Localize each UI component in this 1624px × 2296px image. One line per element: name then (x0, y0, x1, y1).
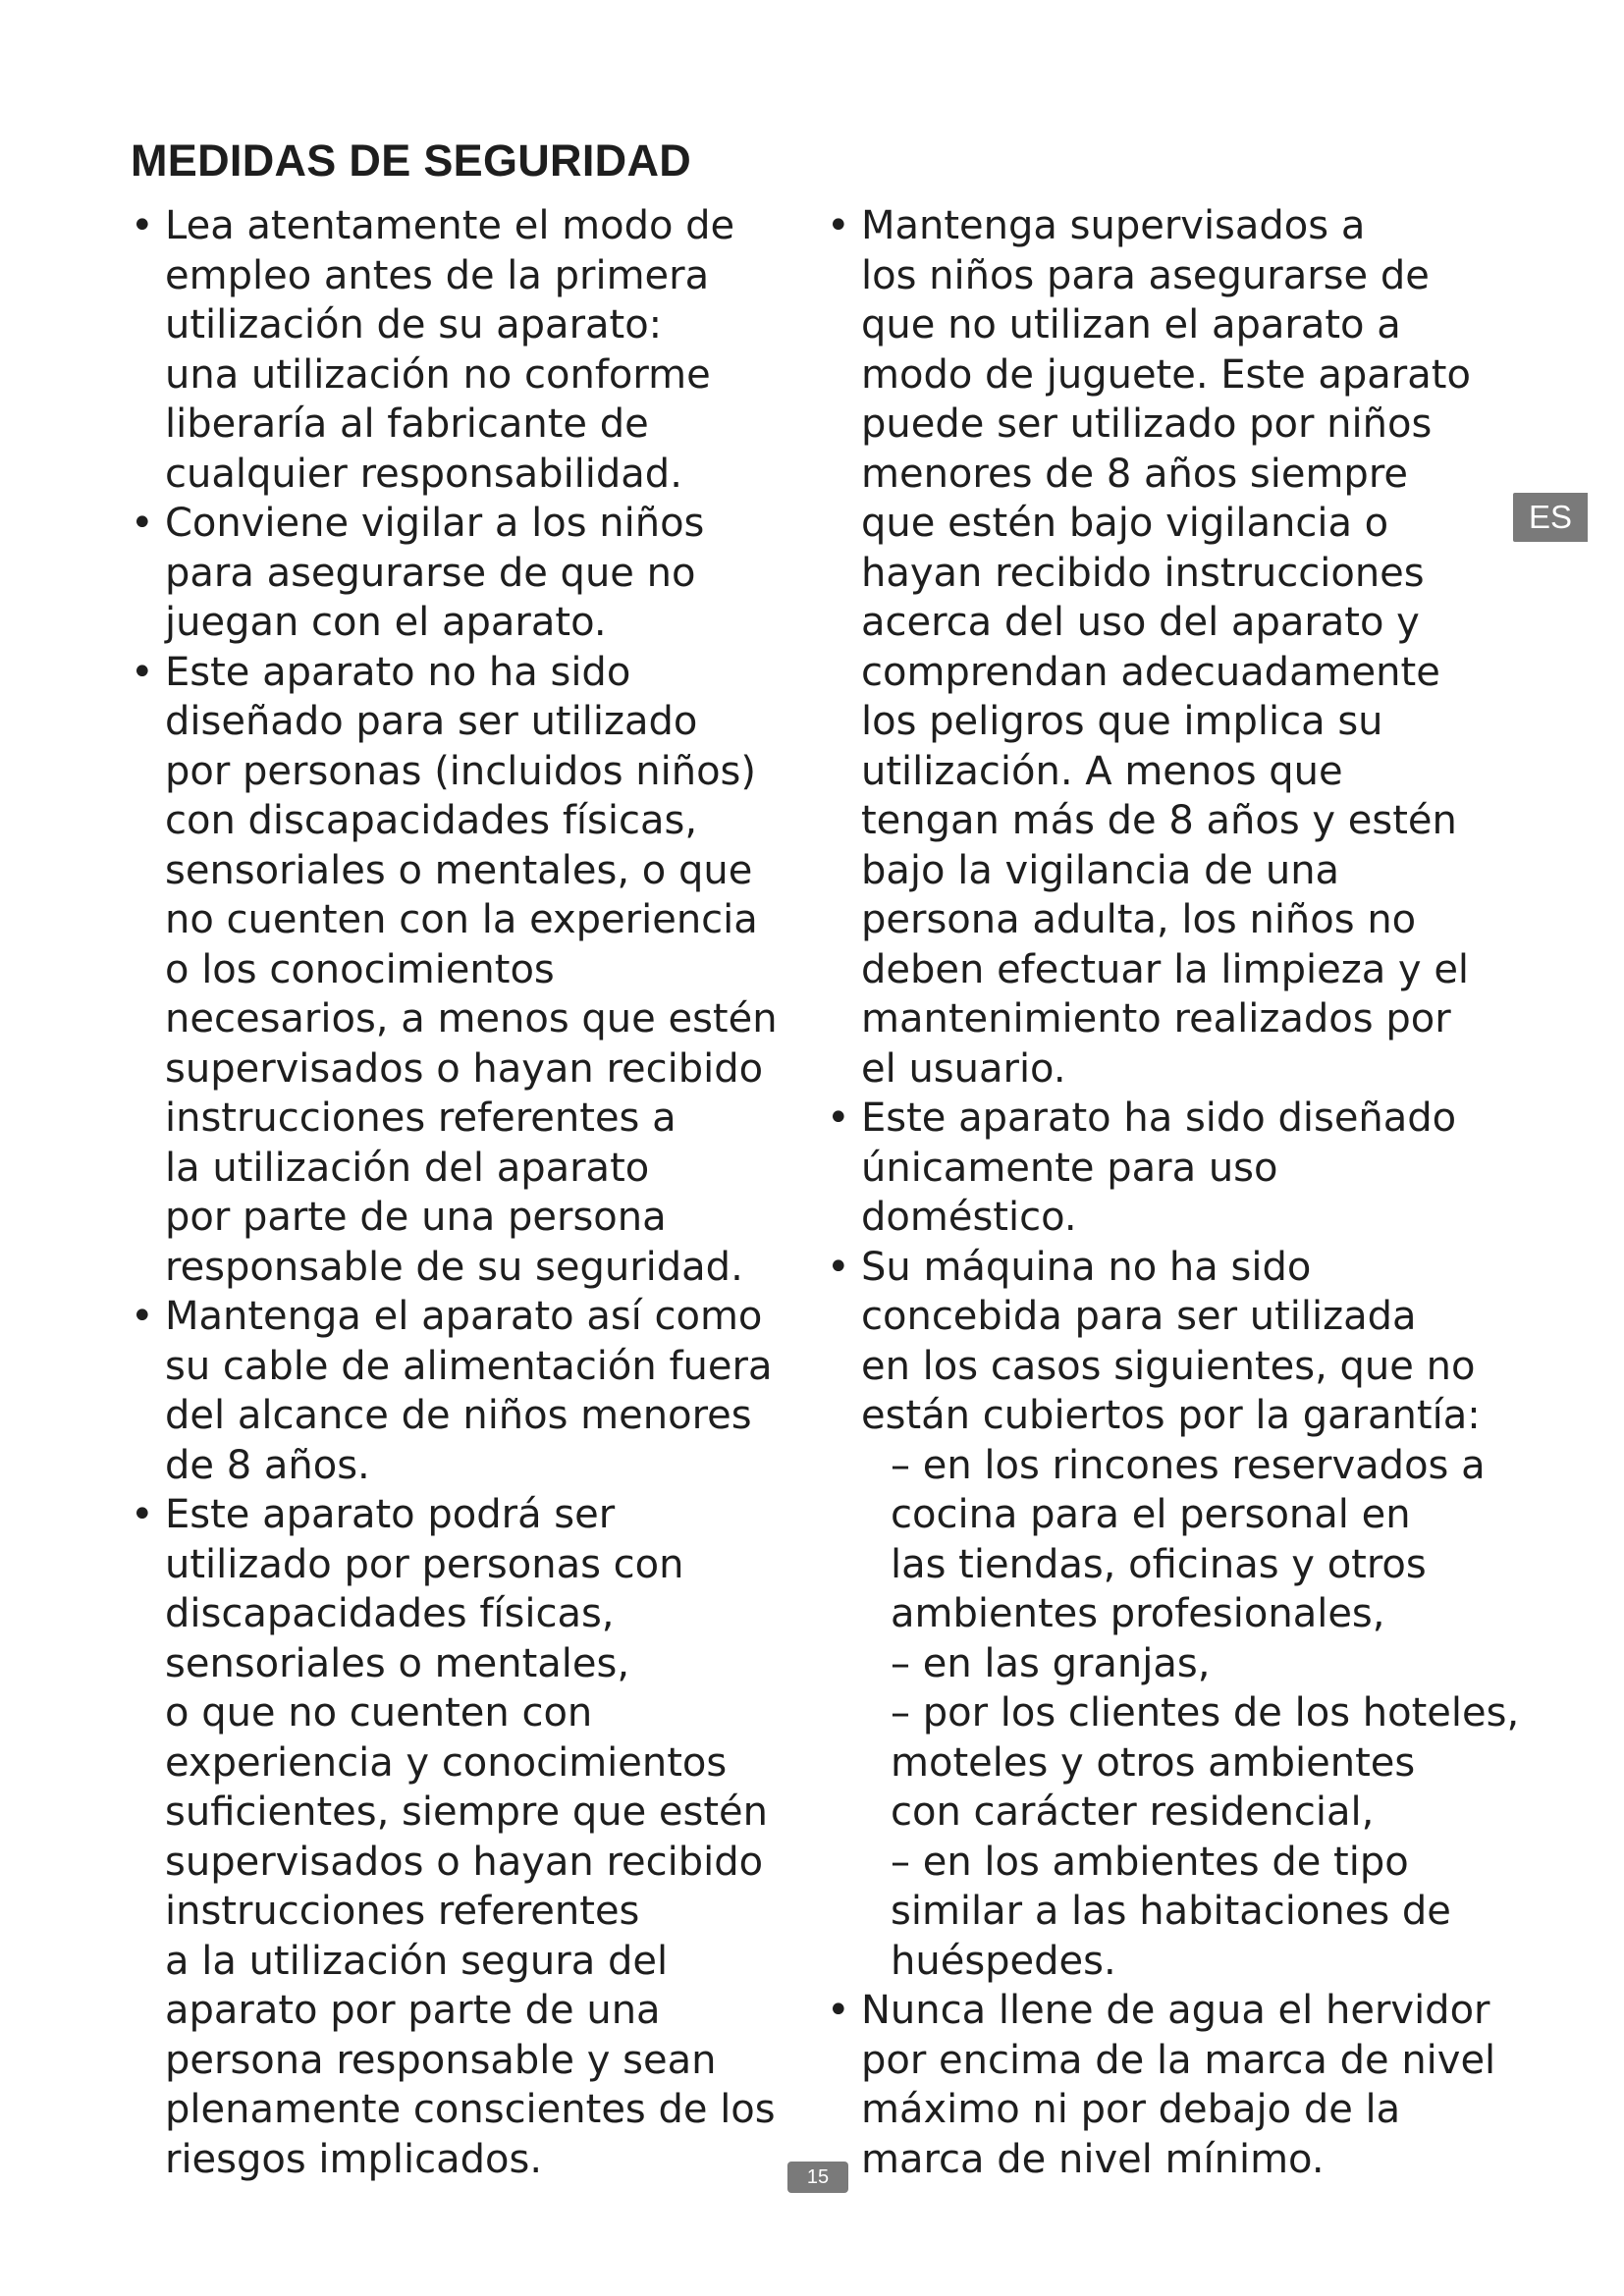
text-line: su cable de alimentación fuera (165, 1343, 773, 1389)
text-line: bajo la vigilancia de una (861, 847, 1340, 893)
text-line: experiencia y conocimientos (165, 1739, 728, 1786)
text-line: puede ser utilizado por niños (861, 401, 1433, 447)
list-item (827, 1243, 1520, 1987)
sub-item-line: con carácter residencial, (891, 1789, 1375, 1835)
list-item (827, 201, 1514, 1094)
text-line: empleo antes de la primera (165, 252, 710, 298)
text-line: a la utilización segura del (165, 1938, 669, 1984)
text-line: están cubiertos por la garantía: (861, 1393, 1481, 1438)
text-line: concebida para ser utilizada (861, 1294, 1417, 1339)
text-line: aparato por parte de una (165, 1988, 661, 2033)
text-line: comprendan adecuadamente (861, 649, 1440, 695)
text-line: los niños para asegurarse de (861, 252, 1430, 298)
text-line: sensoriales o mentales, o que (165, 847, 753, 893)
text-line: Conviene vigilar a los niños (165, 501, 705, 546)
text-line: Mantenga supervisados a (861, 203, 1366, 248)
sub-item-line: ambientes profesionales, (891, 1591, 1385, 1636)
left-column (131, 201, 798, 2184)
safety-list-right (827, 201, 1520, 2184)
text-line: responsable de su seguridad. (165, 1244, 743, 1290)
text-line: máximo ni por debajo de la (861, 2087, 1401, 2132)
text-line: Mantenga el aparato así como (165, 1294, 763, 1339)
bullet-icon: • (827, 1244, 850, 1290)
sub-item-line: cocina para el personal en (891, 1492, 1411, 1537)
text-line: instrucciones referentes (165, 1889, 640, 1934)
page-number: 15 (787, 2162, 848, 2193)
bullet-icon: • (131, 501, 154, 546)
text-line: deben efectuar la limpieza y el (861, 946, 1470, 992)
text-line: por encima de la marca de nivel (861, 2037, 1496, 2083)
text-line: en los casos siguientes, que no (861, 1343, 1476, 1389)
sub-item-line: – en los rincones reservados a (891, 1442, 1486, 1488)
text-line: los peligros que implica su (861, 699, 1383, 744)
list-item (131, 1292, 798, 1490)
text-line: o que no cuenten con (165, 1690, 593, 1735)
text-line: persona adulta, los niños no (861, 897, 1417, 942)
list-item (131, 201, 798, 499)
bullet-icon: • (131, 203, 154, 248)
text-line: con discapacidades físicas, (165, 798, 698, 843)
list-item (827, 1094, 1514, 1243)
text-line: supervisados o hayan recibido (165, 1045, 764, 1092)
language-tab: ES (1513, 493, 1588, 542)
text-line: hayan recibido instrucciones (861, 550, 1425, 596)
bullet-icon: • (131, 1294, 154, 1339)
sub-item-line: – en las granjas, (891, 1640, 1211, 1686)
text-line: el usuario. (861, 1045, 1066, 1092)
page-title: MEDIDAS DE SEGURIDAD (131, 135, 692, 186)
bullet-icon: • (827, 1095, 850, 1141)
bullet-icon: • (131, 649, 154, 695)
sub-item-line: – por los clientes de los hoteles, (891, 1690, 1520, 1735)
text-line: instrucciones referentes a (165, 1095, 677, 1141)
sub-item-line: moteles y otros ambientes (891, 1739, 1416, 1786)
text-line: suficientes, siempre que estén (165, 1789, 768, 1835)
bullet-icon: • (827, 1988, 850, 2033)
text-line: cualquier responsabilidad. (165, 451, 682, 497)
text-line: la utilización del aparato (165, 1145, 650, 1191)
list-item (131, 1490, 798, 2184)
text-line: una utilización no conforme (165, 351, 711, 398)
text-line: tengan más de 8 años y estén (861, 798, 1457, 843)
text-line: utilización. A menos que (861, 748, 1343, 794)
text-line: por personas (incluidos niños) (165, 748, 756, 794)
list-item (131, 648, 798, 1293)
sub-item-line: las tiendas, oficinas y otros (891, 1541, 1427, 1587)
text-line: plenamente conscientes de los (165, 2087, 776, 2132)
safety-list-left (131, 201, 798, 2184)
list-item (131, 499, 798, 648)
text-line: Lea atentamente el modo de (165, 203, 735, 248)
text-line: diseñado para ser utilizado (165, 699, 698, 744)
text-line: que no utilizan el aparato a (861, 302, 1401, 347)
text-line: utilizado por personas con (165, 1541, 684, 1587)
text-line: acerca del uso del aparato y (861, 600, 1420, 645)
text-line: de 8 años. (165, 1442, 370, 1488)
list-item (827, 1986, 1514, 2184)
text-line: utilización de su aparato: (165, 302, 663, 347)
text-line: únicamente para uso (861, 1145, 1278, 1191)
text-line: Este aparato ha sido diseñado (861, 1095, 1457, 1141)
text-line: para asegurarse de que no (165, 550, 696, 596)
text-line: mantenimiento realizados por (861, 996, 1451, 1041)
sub-item-line: huéspedes. (891, 1938, 1116, 1984)
bullet-icon: • (131, 1492, 154, 1537)
text-line: doméstico. (861, 1195, 1077, 1240)
text-line: por parte de una persona (165, 1195, 667, 1240)
text-line: sensoriales o mentales, (165, 1640, 630, 1686)
text-line: juegan con el aparato. (165, 600, 607, 645)
text-line: Nunca llene de agua el hervidor (861, 1988, 1490, 2033)
sub-item-line: – en los ambientes de tipo (891, 1839, 1409, 1885)
text-line: o los conocimientos (165, 946, 555, 992)
text-line: marca de nivel mínimo. (861, 2136, 1325, 2182)
text-line: menores de 8 años siempre (861, 451, 1408, 497)
text-line: riesgos implicados. (165, 2136, 543, 2182)
text-line: necesarios, a menos que estén (165, 996, 778, 1041)
sub-item-line: similar a las habitaciones de (891, 1889, 1451, 1934)
text-line: que estén bajo vigilancia o (861, 501, 1389, 546)
text-line: Este aparato no ha sido (165, 649, 631, 695)
text-line: discapacidades físicas, (165, 1591, 615, 1636)
text-line: Su máquina no ha sido (861, 1244, 1312, 1290)
text-line: del alcance de niños menores (165, 1393, 752, 1438)
text-line: liberaría al fabricante de (165, 401, 649, 447)
text-line: persona responsable y sean (165, 2037, 717, 2083)
bullet-icon: • (827, 203, 850, 248)
text-line: no cuenten con la experiencia (165, 897, 758, 942)
text-line: modo de juguete. Este aparato (861, 351, 1471, 398)
text-line: Este aparato podrá ser (165, 1492, 616, 1537)
right-column (827, 201, 1520, 2184)
text-line: supervisados o hayan recibido (165, 1839, 764, 1885)
